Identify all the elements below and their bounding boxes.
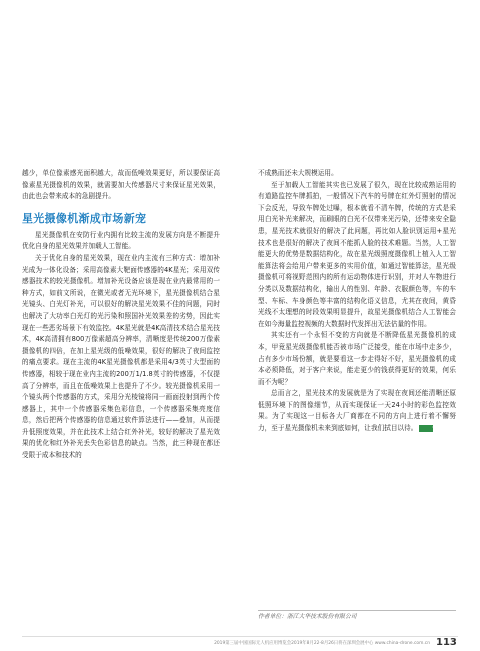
paragraph-text: 总而言之，星光技术的发展就是为了实现在夜间还能清晰还原低照环境下的图像细节，从而实现保证一天24小时的彩色监控效果。为了实现这一目标各大厂商都在不同的方向上进行着不懈努力，至于星光摄像机未来到底如何，让我们拭目以待。 xyxy=(258,389,456,433)
footer-divider xyxy=(22,636,458,637)
section-heading: 星光摄像机渐成市场新宠 xyxy=(22,211,147,225)
left-column xyxy=(22,168,220,462)
paragraph: 其实还有一个永恒不变的方向就是不断降低星光摄像机的成本，甲竟星光级摄像机能否被市场广泛接受，能在市场中走多少，占有多少市场份额，就是要看这一步走得好不好，星光摄像机的成本必须降低，对于客户来说，能走更少的钱获得更好的效果，何乐而不为呢？ xyxy=(258,331,456,386)
right-column xyxy=(258,168,456,435)
paragraph: 星光摄像机在安防行业内拥有比较主流的发展方向是不断提升优化自身的星光效果并加载人工智能。 xyxy=(22,230,220,251)
paragraph: 越少，单位像素感光面积越大，故而低噪效果更好，所以要保证高像素星光摄像机的效果，就需要加大传感器尺寸来保证星光效果，由此也会带来成本的急剧提升。 xyxy=(22,169,220,201)
paragraph: 不成熟而还未大规模运用。 xyxy=(258,169,338,177)
paragraph xyxy=(258,388,456,434)
footer-text: 2019第三届中国国际无人机应用博览会2019年8月22-8月26日将在深圳会展中心 www.china-drone.com.cn xyxy=(214,641,430,646)
paragraph: 关于优化自身的星光效果，现在业内主流有三种方式：增加补光成为一体化设备；采用高像素大靶面传感器的4K星光；采用双传感器技术的较光摄像机。增加补光设备应该是现在业内最常用的一种方式，如前文所说，在微光或者无光环境下，星光摄像机结合星光镜头、白光灯补光，可以很好的解决星光效果不佳的问题，同时也解决了大功率白光灯的光污染和照国补光效果差的劣势，因此实现在一些恶劣场景下有效监控。4K星光就是4K高清技术结合星光技术，4K高清拥有800万像素超高分辨率，清晰度是传统200万像素摄像机的四倍，在加上星光级的低噪效果，很好的解决了夜间监控的痛点要求。现在主流的4K星光摄像机都是采用4/3英寸大型面的传感器，相较于现在业内主流的200万1/1.8英寸的传感器，不仅提高了分辨率，而且在低噪效果上也提升了不少。较光摄像机采用一个镜头两个传感器的方式，采用分光棱镜将同一画面投射到两个传感器上，其中一个传感器采集色彩信息，一个传感器采集亮度信息，然后把两个传感器的信息通过软件算法进行——叠加，从而提升低照度效果，并在此技术上结合红外补光，较好的解决了星光效果的优化和红外补光丢失色彩信息的缺点。当然，此三种现在都还受限于成本和技术的 xyxy=(22,253,220,460)
paragraph: 至于加载人工智能其实也已发展了很久，现在比较成熟运用的有道路监控车牌抓拍，一般情况下汽车的号牌在红外灯照射的情况下会反光，导致车牌处过曝，根本就看不清车牌，传统的方式是采用白光补光来解决，而刷眼的白光不仅带来光污染，还带来安全隐患，星光技术就很好的解决了此问题，再比如人脸识别运用+星光技术也是很好的解决了夜间不能抓人脸的技术难题。当然，人工智能更大的优势是数据结构化，故在星光级照度摄像机上植入人工智能算法将会给用户带来更多的实用价值，如通过智能算法，星光级摄像机可将视野范围内的所有运动物体进行识别，并对人车物进行分类以及数据结构化，输出人的性别、年龄、衣服颜色等，车的车型、车标、车身颜色等丰富的结构化语义信息，尤其在夜间，黄昏光线不太理想的时段效果明显提升，故星光摄像机结合人工智能会在如今海量监控视频的大数据时代发挥出无法估量的作用。 xyxy=(258,180,456,328)
end-mark-icon: CPS xyxy=(419,425,433,432)
author-divider xyxy=(258,610,456,611)
page-number: 113 xyxy=(436,637,457,648)
author-affiliation: 作者单位：浙江大华技术股份有限公司 xyxy=(258,614,357,620)
